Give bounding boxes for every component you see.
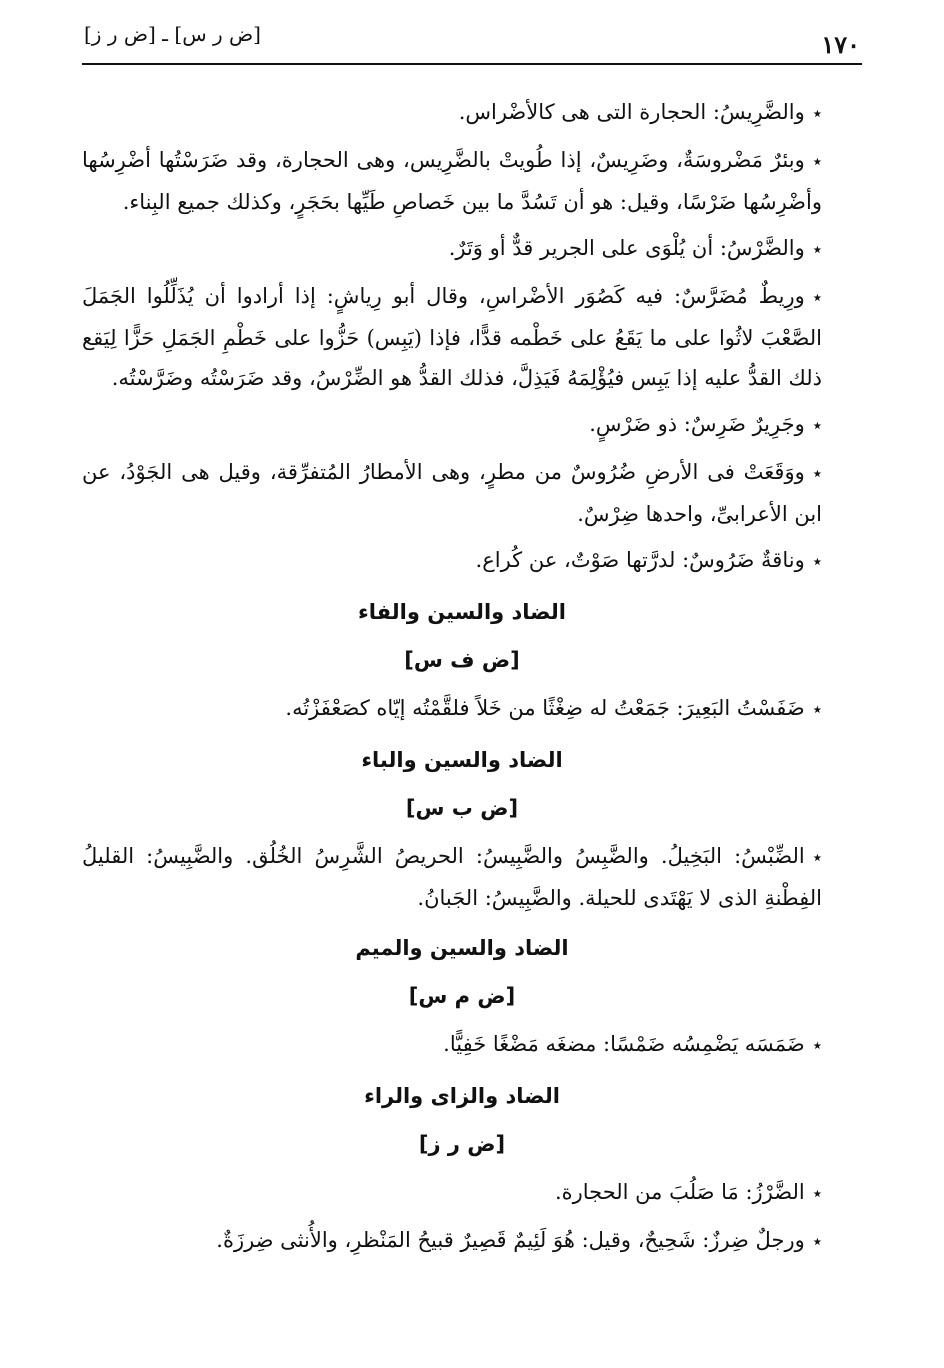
entry-star-icon: ٭ (812, 1184, 822, 1204)
entry-paragraph (82, 140, 842, 222)
entry-paragraph (82, 688, 842, 730)
root-heading: [ض ر ز] (418, 1132, 506, 1156)
entry-paragraph (82, 1024, 842, 1066)
entry-star-icon: ٭ (812, 1232, 822, 1252)
entry-text: وناقةٌ ضَرُوسٌ: لدرَّتها صَوْتٌ، عن كُراع. (475, 548, 805, 572)
root-heading: [ض م س] (408, 984, 516, 1008)
entry-star-icon: ٭ (812, 288, 822, 308)
section-heading: الضاد والسين والباء (361, 748, 563, 772)
entry-paragraph (82, 836, 842, 918)
entry-star-icon: ٭ (812, 416, 822, 436)
entry-text: ووَقَعَتْ فى الأرضِ ضُرُوسٌ من مطرٍ، وهى الأمطارُ المُتفرِّقة، وقيل هى الجَوْدُ، عن ابن الأعرابىِّ، واحدها ضِرْسٌ. (82, 460, 822, 526)
section-heading: الضاد والسين والميم (355, 936, 569, 960)
entry-paragraph (82, 228, 842, 270)
entry-text: ضَمَسَه يَضْمِسُه ضَمْسًا: مضغَه مَضْغًا خَفِيًّا. (443, 1032, 805, 1056)
root-heading: [ض ف س] (404, 648, 520, 672)
entry-star-icon: ٭ (812, 848, 822, 868)
entry-text: ورجلٌ ضِرزٌ: شَحِيحٌ، وقيل: هُوَ لَئِيمٌ قَصِيرٌ قبيحُ المَنْظرِ، والأُنثى ضِرزَةٌ. (216, 1228, 805, 1252)
entry-star-icon: ٭ (812, 240, 822, 260)
entry-text: وجَرِيرٌ ضَرِسٌ: ذو ضَرْسٍ. (589, 412, 805, 436)
dictionary-text (82, 92, 842, 1268)
entry-paragraph (82, 452, 842, 534)
section-heading: الضاد والزاى والراء (364, 1084, 560, 1108)
entry-text: ورِيطٌ مُضَرَّسٌ: فيه كَصُوَر الأضْراسِ، وقال أبو رِياشٍ: إذا أرادوا أن يُذَلِّلُوا الجَمَلَ الصَّعْبَ لاثُوا على ما يَقَعُ على خَطْمه قدًّا، فإذا (يَبِس) حَزُّوا على خَطْمِ الجَمَلِ حَزًّا لِيَقع ذلك القدُّ عليه إذا يَبِس فيُؤْلِمَهُ فَيَذِلَّ، فذلك القدُّ هو الضِّرْسُ، وقد ضَرَسْتُه وضَرَّسْتُه. (82, 284, 822, 390)
entry-text: وبئرٌ مَضْروسَةٌ، وضَرِيسٌ، إذا طُويتْ بالضَّرِيس، وهى الحجارة، وقد ضَرَسْتُها أضْرِسُها وأضْرِسُها ضَرْسًا، وقيل: هو أن تَسُدَّ ما بين خَصاصِ طَيِّها بحَجَرٍ، وكذلك جميع البِناء. (82, 148, 822, 214)
page-number: ١٧٠ (821, 30, 860, 59)
entry-paragraph (82, 1172, 842, 1214)
entry-text: والضَّرْسُ: أن يُلْوَى على الجرير قدٌّ أو وَتَرٌ. (448, 236, 805, 260)
entry-star-icon: ٭ (812, 104, 822, 124)
entry-star-icon: ٭ (812, 552, 822, 572)
entry-text: والضَّرِيسُ: الحجارة التى هى كالأضْراس. (458, 100, 805, 124)
entry-paragraph (82, 540, 842, 582)
entry-star-icon: ٭ (812, 152, 822, 172)
entry-star-icon: ٭ (812, 464, 822, 484)
entry-text: ضَفَسْتُ البَعِيرَ: جَمَعْتُ له ضِغْثًا من خَلاً فلقَّمْتُه إيّاه كصَعْفَزْتُه. (285, 696, 805, 720)
entry-paragraph (82, 92, 842, 134)
entry-paragraph (82, 276, 842, 398)
entry-paragraph (82, 404, 842, 446)
entry-star-icon: ٭ (812, 700, 822, 720)
entry-text: الضِّبْسُ: البَخِيلُ. والضَّبِسُ والضَّبِيسُ: الحريصُ الشَّرِسُ الخُلُق. والضَّبِيسُ: القليلُ الفِطْنةِ الذى لا يَهْتَدى للحيلة. والضَّبِيسُ: الجَبانُ. (82, 844, 822, 910)
entry-text: الضَّرْزُ: مَا صَلُبَ من الحجارة. (554, 1180, 805, 1204)
entry-star-icon: ٭ (812, 1036, 822, 1056)
entry-paragraph (82, 1220, 842, 1262)
page-header (84, 22, 860, 60)
section-heading: الضاد والسين والفاء (358, 600, 566, 624)
root-heading: [ض ب س] (405, 796, 519, 820)
header-rule (82, 63, 862, 65)
running-head: [ض ر س] ـ [ض ر ز] (84, 22, 261, 46)
